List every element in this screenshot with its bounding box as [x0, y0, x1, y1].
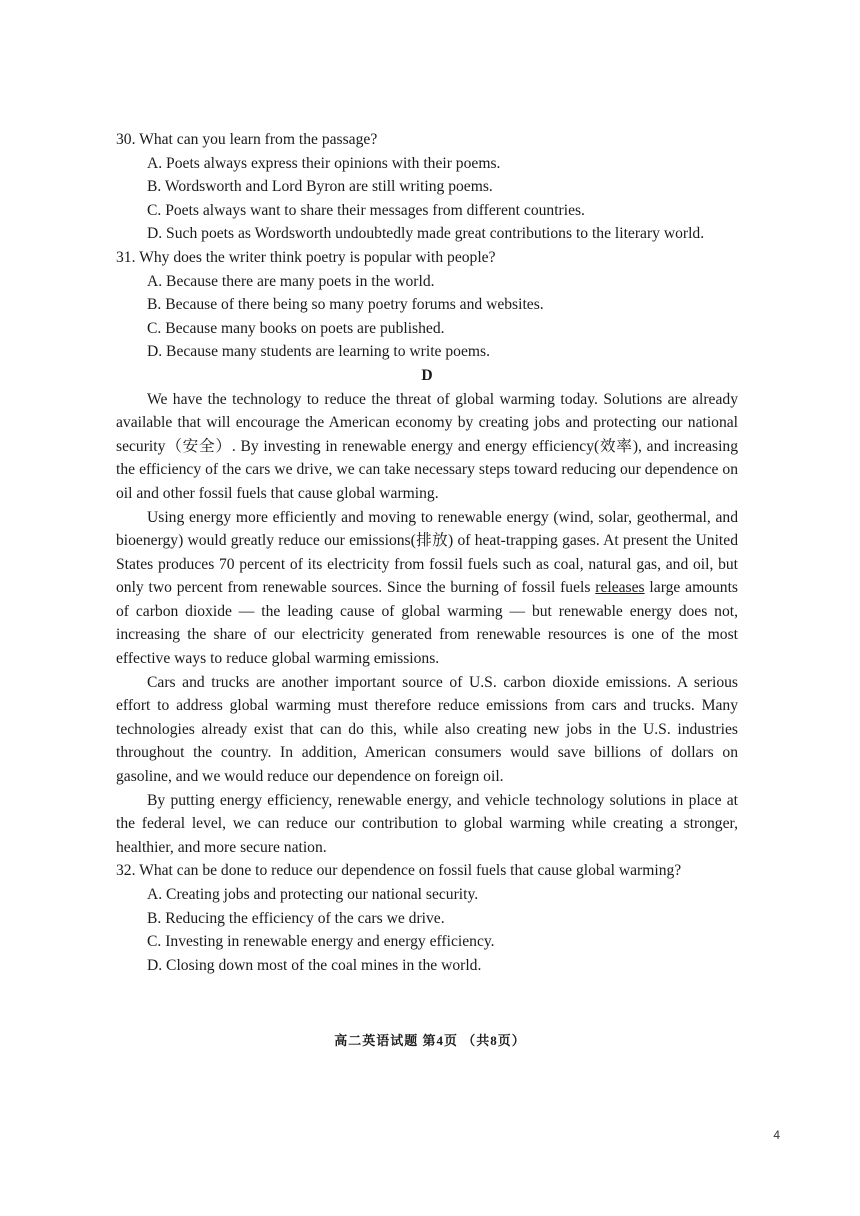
question-stem: 30. What can you learn from the passage?	[116, 131, 378, 148]
option-c: C. Investing in renewable energy and energy efficiency.	[147, 933, 495, 951]
passage-paragraph-1: We have the technology to reduce the threat of global warming today. Solutions are already available that will encourage the American economy by creating jobs and protecting our national security（安全）. By investing in renewable energy and energy efficiency(效率), and increasing the efficiency of the cars we drive, we can take necessary steps toward reducing our dependence on oil and other fossil fuels that cause global warming.	[116, 390, 738, 502]
question-31	[116, 246, 738, 364]
question-stem: 32. What can be done to reduce our dependence on fossil fuels that cause global warming?	[116, 862, 682, 880]
reading-passage	[116, 388, 738, 860]
page-number: 4	[773, 1128, 780, 1142]
page-content	[116, 128, 738, 977]
question-30	[116, 128, 738, 246]
section-label: D	[421, 366, 433, 384]
question-32	[116, 859, 738, 977]
option-b: B. Because of there being so many poetry forums and websites.	[147, 296, 544, 314]
option-d: D. Closing down most of the coal mines in the world.	[147, 956, 482, 974]
page-footer: 高二英语试题 第4页 （共8页）	[334, 1033, 526, 1048]
option-d: D. Such poets as Wordsworth undoubtedly made great contributions to the literary world.	[147, 225, 705, 243]
option-d: D. Because many students are learning to write poems.	[147, 343, 490, 361]
option-c: C. Poets always want to share their messages from different countries.	[147, 201, 585, 219]
passage-paragraph-2	[116, 506, 738, 671]
option-b: B. Reducing the efficiency of the cars we drive.	[147, 909, 445, 927]
option-b: B. Wordsworth and Lord Byron are still writing poems.	[147, 178, 493, 196]
option-a: A. Creating jobs and protecting our national security.	[147, 886, 479, 903]
option-a: A. Because there are many poets in the world.	[147, 272, 435, 290]
paragraph-text: Using energy more efficiently and moving to renewable energy (wind, solar, geothermal, and bioenergy) would greatly reduce our emissions(排放) of heat-trapping gases. At present the United States produces 70 percent of its electricity from fossil fuels such as coal, natural gas, and oil, but only two percent from renewable sources. Since the burning of fossil fuels	[116, 508, 738, 597]
option-c: C. Because many books on poets are published.	[147, 319, 445, 337]
paragraph-text: large amounts of carbon dioxide — the leading cause of global warming — but renewable energy does not, increasing the share of our electricity generated from renewable resources is one of the most effective ways to reduce global warming emissions.	[116, 579, 738, 668]
passage-paragraph-4: By putting energy efficiency, renewable energy, and vehicle technology solutions in place at the federal level, we can reduce our contribution to global warming while creating a stronger, healthier, and more secure nation.	[116, 791, 738, 856]
option-a: A. Poets always express their opinions with their poems.	[147, 154, 501, 172]
passage-paragraph-3: Cars and trucks are another important source of U.S. carbon dioxide emissions. A serious effort to address global warming must therefore reduce emissions from cars and trucks. Many technologies already exist that can do this, while also creating new jobs in the U.S. industries throughout the country. In addition, American consumers would save billions of dollars on gasoline, and we would reduce our dependence on foreign oil.	[116, 673, 738, 786]
underlined-word: releases	[595, 579, 645, 597]
question-stem: 31. Why does the writer think poetry is popular with people?	[116, 248, 496, 266]
